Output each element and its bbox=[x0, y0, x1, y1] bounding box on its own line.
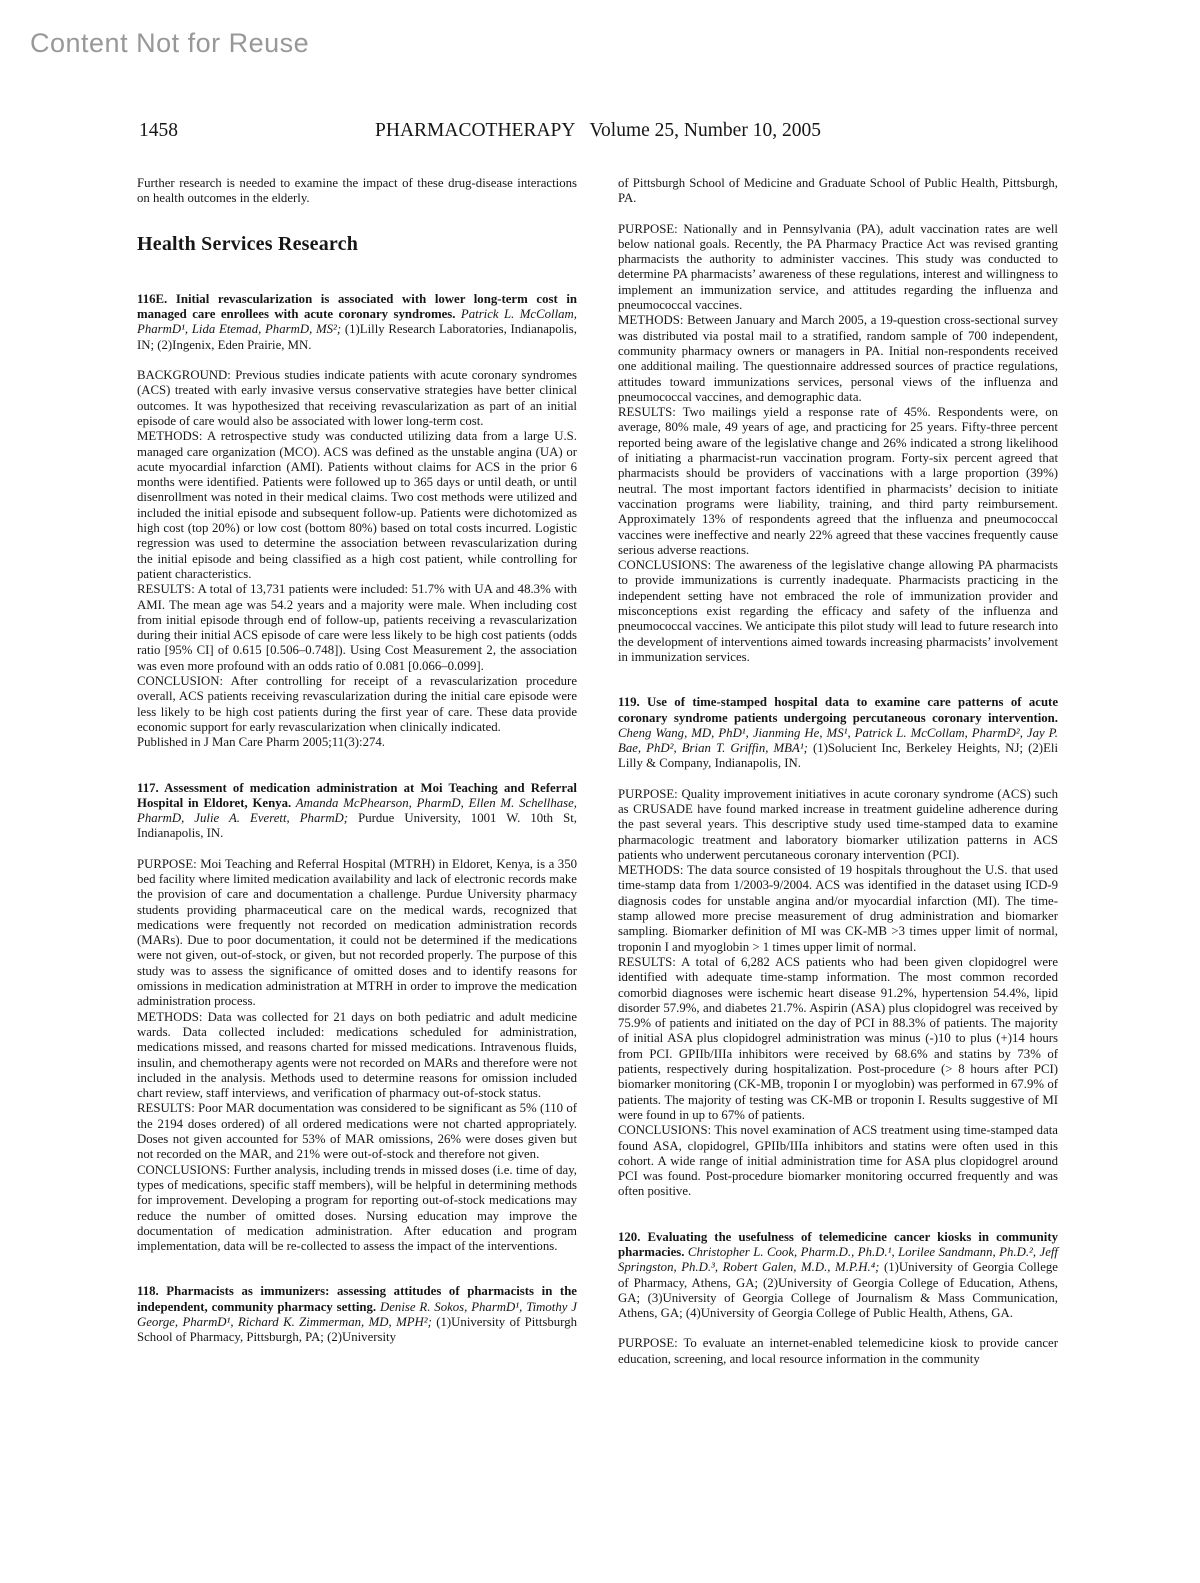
abstract-title: 120. Evaluating the usefulness of telemedicine cancer kiosks in community pharmacies. bbox=[618, 1229, 1058, 1259]
abstract-paragraph: CONCLUSIONS: Further analysis, including trends in missed doses (i.e. time of day, types of medications, specific staff members), will be helpful in determining methods for improvement. Developing a program for reporting out-of-stock medications may reduce the number of omitted doses. Nursing education may improve the documentation of medication administration. After education and program implementation, data will be re-collected to assess the impact of the interventions. bbox=[137, 1162, 577, 1254]
abstract-paragraph: PURPOSE: Quality improvement initiatives in acute coronary syndrome (ACS) such as CRUSADE have found marked increase in treatment guideline adherence during the past several years. This descriptive study used time-stamped data to examine pharmacologic treatment and laboratory biomarker utilization patterns in ACS patients who underwent percutaneous coronary intervention (PCI). bbox=[618, 786, 1058, 862]
abstract-authors: Christopher L. Cook, Pharm.D., Ph.D.¹, Lorilee Sandmann, Ph.D.², Jeff Springston, Ph.D.³, Robert Galen, M.D., M.P.H.⁴; bbox=[618, 1245, 1058, 1275]
journal-page bbox=[137, 120, 1059, 1367]
abstract-authors: Cheng Wang, MD, PhD¹, Jianming He, MS¹, Patrick L. McCollam, PharmD², Jay P. Bae, PhD², Brian T. Griffin, MBA¹; bbox=[618, 725, 1058, 756]
abstract-body bbox=[618, 1336, 1058, 1367]
abstract-paragraph: METHODS: The data source consisted of 19 hospitals throughout the U.S. that used time-stamp data from 1/2003-9/2004. ACS was identified in the dataset using ICD-9 diagnosis codes for unstable angina and/or myocardial infarction (MI). The time-stamp allowed more precise measurement of drug administration and biomarker sampling. Biomarker definition of MI was CK-MB >3 times upper limit of normal, troponin I and myoglobin > 1 times upper limit of normal. bbox=[618, 863, 1058, 954]
abstract-paragraph: BACKGROUND: Previous studies indicate patients with acute coronary syndromes (ACS) treated with early invasive versus conservative strategies have better clinical outcomes. It was hypothesized that receiving revascularization as part of an initial episode of care would also be associated with lower long-term cost. bbox=[137, 368, 577, 428]
abstract-paragraph: RESULTS: A total of 13,731 patients were included: 51.7% with UA and 48.3% with AMI. The mean age was 54.2 years and a majority were male. When including cost from initial episode through end of follow-up, patients receiving a revascularization during their initial ACS episode of care were less likely to be high cost patients (odds ratio [95% CI] of 0.615 [0.506–0.748]). Using Cost Measurement 2, the association was even more profound with an odds ratio of 0.081 [0.066–0.099]. bbox=[137, 582, 577, 673]
abstract-affiliations: (1)Solucient Inc, Berkeley Heights, NJ; (2)Eli Lilly & Company, Indianapolis, IN. bbox=[618, 741, 1058, 771]
abstract-paragraph: METHODS: A retrospective study was conducted utilizing data from a large U.S. managed care organization (MCO). ACS was defined as the unstable angina (UA) or acute myocardial infarction (AMI). Patients without claims for ACS in the prior 6 months were identified. Patients were followed up to 365 days or until death, or until disenrollment was noted in their medical claims. Two cost methods were utilized and included the initial episode and subsequent follow-up. Patients were dichotomized as high cost (top 20%) or low cost (bottom 80%) based on total costs incurred. Logistic regression was used to determine the association between revascularization during the initial episode and being classified as a high cost patient, while controlling for patient characteristics. bbox=[137, 429, 577, 581]
journal-name: PHARMACOTHERAPY bbox=[375, 120, 576, 141]
left-column bbox=[137, 176, 577, 1346]
abstract-title: 116E. Initial revascularization is associated with lower long-term cost in managed care enrollees with acute coronary syndromes. bbox=[137, 291, 577, 322]
abstract-paragraph: RESULTS: Poor MAR documentation was considered to be significant as 5% (110 of the 2194 doses ordered) of all ordered medications were not charted appropriately. Doses not given accounted for 53% of MAR omissions, 26% were doses given but not recorded on the MAR, and 21% were out-of-stock and therefore not given. bbox=[137, 1101, 577, 1162]
abstract-119 bbox=[618, 695, 1058, 1200]
abstract-118-body bbox=[618, 222, 1058, 666]
abstract-head bbox=[137, 1284, 577, 1345]
page-number: 1458 bbox=[139, 120, 178, 141]
right-column bbox=[618, 176, 1058, 1367]
abstract-affiliations: (1)Lilly Research Laboratories, Indianapolis, IN; (2)Ingenix, Eden Prairie, MN. bbox=[137, 322, 577, 352]
page-header bbox=[137, 120, 1059, 146]
abstract-head bbox=[618, 1230, 1058, 1322]
abstract-authors: Patrick L. McCollam, PharmD¹, Lida Etemad, PharmD, MS²; bbox=[137, 307, 577, 337]
abstract-body bbox=[137, 857, 577, 1255]
abstract-body bbox=[137, 368, 577, 750]
abstract-paragraph: RESULTS: A total of 6,282 ACS patients who had been given clopidogrel were identified with adequate time-stamp information. The most common recorded comorbid diagnoses were ischemic heart disease 91.2%, hypertension 54.4%, lipid disorder 57.9%, and diabetes 21.7%. Aspirin (ASA) plus clopidogrel was received by 75.9% of patients and initiated on the day of PCI in 88.3% of patients. The majority of initial ASA plus clopidogrel administration was minus (-)10 to plus (+)14 hours from PCI. GPIIb/IIIa inhibitors were received by 68.6% and statins by 73% of patients, respectively during hospitalization. Post-procedure (> 8 hours after PCI) biomarker monitoring (CK-MB, troponin I or myoglobin) was performed in 67.9% of patients. The majority of testing was CK-MB or troponin I. Results suggestive of MI were found in up to 67% of patients. bbox=[618, 954, 1058, 1122]
abstract-head bbox=[137, 781, 577, 842]
abstract-paragraph: PURPOSE: Nationally and in Pennsylvania (PA), adult vaccination rates are well below national goals. Recently, the PA Pharmacy Practice Act was revised granting pharmacists the authority to administer vaccines. This study was conducted to determine PA pharmacists’ awareness of these regulations, interest and willingness to implement an immunization service, and attitudes regarding the influenza and pneumococcal vaccines. bbox=[618, 221, 1058, 313]
abstract-paragraph: CONCLUSIONS: This novel examination of ACS treatment using time-stamped data found ASA, clopidogrel, GPIIb/IIIa inhibitors and statins were often used in this cohort. A wide range of initial administration time for ASA plus clopidogrel around PCI was found. Post-procedure biomarker monitoring occurred frequently and was often positive. bbox=[618, 1123, 1058, 1199]
abstract-paragraph: CONCLUSIONS: The awareness of the legislative change allowing PA pharmacists to provide immunizations is currently inadequate. Pharmacists practicing in the independent setting have not embraced the role of immunization provider and misconceptions exist regarding the efficacy and safety of the influenza and pneumococcal vaccines. We anticipate this pilot study will lead to future research into the development of interventions aimed towards increasing pharmacists’ involvement in immunization services. bbox=[618, 558, 1058, 664]
abstract-affiliations: Purdue University, 1001 W. 10th St, Indianapolis, IN. bbox=[137, 811, 577, 841]
abstract-head bbox=[137, 292, 577, 353]
abstract-paragraph: PURPOSE: Moi Teaching and Referral Hospital (MTRH) in Eldoret, Kenya, is a 350 bed facility where limited medication availability and lack of electronic records make the provision of care and documentation a challenge. Purdue University pharmacy students providing pharmaceutical care on the medical wards, recognized that medications were frequently not recorded on medication administration records (MARs). Due to poor documentation, it could not be determined if the medications were not given, out-of-stock, or given, but not recorded properly. The purpose of this study was to assess the significance of omitted doses and to identify reasons for omissions in medication administration at MTRH in order to improve the medication administration process. bbox=[137, 856, 577, 1009]
continuation-paragraph: of Pittsburgh School of Medicine and Graduate School of Public Health, Pittsburgh, PA. bbox=[618, 176, 1058, 206]
abstract-head bbox=[618, 695, 1058, 771]
section-heading: Health Services Research bbox=[137, 232, 359, 255]
abstract-117 bbox=[137, 781, 577, 1255]
abstract-body bbox=[618, 787, 1058, 1200]
continuation-paragraph: Further research is needed to examine the impact of these drug-disease interactions on health outcomes in the elderly. bbox=[137, 176, 577, 206]
journal-issue: Volume 25, Number 10, 2005 bbox=[589, 120, 821, 141]
abstract-title: 119. Use of time-stamped hospital data to examine care patterns of acute coronary syndrome patients undergoing percutaneous coronary intervention. bbox=[618, 695, 1058, 725]
abstract-paragraph: PURPOSE: To evaluate an internet-enabled telemedicine kiosk to provide cancer education, screening, and local resource information in the community bbox=[618, 1336, 1058, 1366]
abstract-paragraph: Published in J Man Care Pharm 2005;11(3):274. bbox=[137, 735, 385, 750]
abstract-authors: Amanda McPhearson, PharmD, Ellen M. Schellhase, PharmD, Julie A. Everett, PharmD; bbox=[137, 795, 577, 826]
abstract-120 bbox=[618, 1230, 1058, 1367]
abstract-title: 118. Pharmacists as immunizers: assessing attitudes of pharmacists in the independent, community pharmacy setting. bbox=[137, 1284, 577, 1314]
abstract-paragraph: RESULTS: Two mailings yield a response rate of 45%. Respondents were, on average, 80% male, 49 years of age, and practicing for 25 years. Fifty-three percent reported being aware of the legislative change and 26% indicated a strong likelihood of initiating a pharmacist-run vaccination program. Forty-six percent agreed that pharmacists should be providers of vaccinations with a large proportion (39%) neutral. The most important factors identified in pharmacists’ decision to initiate vaccination programs were liability, training, and third party reimbursement. Approximately 13% of respondents agreed that the influenza and pneumococcal vaccines were ineffective and nearly 22% agreed that these vaccines frequently cause serious adverse reactions. bbox=[618, 405, 1058, 557]
abstract-paragraph: METHODS: Data was collected for 21 days on both pediatric and adult medicine wards. Data collected included: medications scheduled for administration, medications missed, and reasons charted for missed medications. Intravenous fluids, insulin, and chemotherapy agents were not recorded on MARs and therefore were not included in the analysis. Methods used to determine reasons for omission included chart review, staff interviews, and verification of pharmacy out-of-stock status. bbox=[137, 1009, 577, 1101]
abstract-affiliations: (1)University of Pittsburgh School of Pharmacy, Pittsburgh, PA; (2)University bbox=[137, 1315, 577, 1345]
abstract-paragraph: METHODS: Between January and March 2005, a 19-question cross-sectional survey was distributed via postal mail to a stratified, random sample of 700 independent, community pharmacy owners or managers in PA. Initial non-respondents received one additional mailing. The questionnaire addressed sources of practice regulations, attitudes toward immunizations services, personal views of the influenza and pneumococcal vaccines, and demographic data. bbox=[618, 313, 1058, 404]
two-column-body bbox=[137, 176, 1059, 1367]
abstract-affiliations: (1)University of Georgia College of Pharmacy, Athens, GA; (2)University of Georgia College of Education, Athens, GA; (3)University of Georgia College of Journalism & Mass Communication, Athens, GA; (4)University of Georgia College of Public Health, Athens, GA. bbox=[618, 1260, 1058, 1321]
watermark: Content Not for Reuse bbox=[30, 28, 310, 58]
abstract-title: 117. Assessment of medication administration at Moi Teaching and Referral Hospital in Eldoret, Kenya. bbox=[137, 780, 577, 810]
abstract-authors: Denise R. Sokos, PharmD¹, Timothy J George, PharmD¹, Richard K. Zimmerman, MD, MPH²; bbox=[137, 1299, 577, 1329]
abstract-118 bbox=[137, 1284, 577, 1345]
abstract-paragraph: CONCLUSION: After controlling for receipt of a revascularization procedure overall, ACS patients receiving revascularization during the initial care episode were less likely to be high cost patients during the first year of care. These data provide economic support for early revascularization when clinically indicated. bbox=[137, 674, 577, 734]
abstract-116E bbox=[137, 292, 577, 751]
journal-title-line bbox=[137, 120, 1059, 142]
